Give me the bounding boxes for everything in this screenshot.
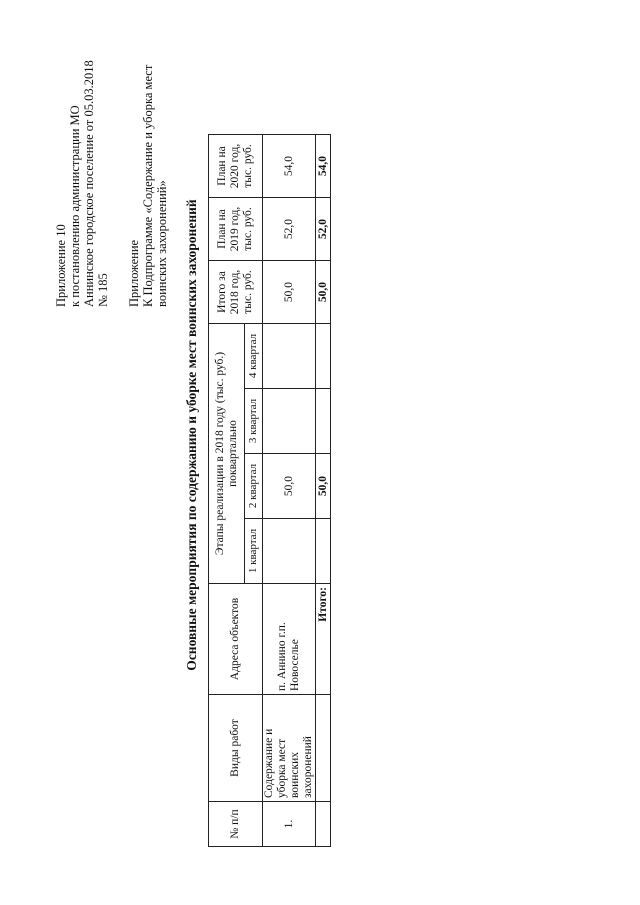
- total-empty-work: [316, 695, 331, 802]
- total-empty-q1: [316, 519, 331, 584]
- table-row: [263, 135, 316, 847]
- cell-q4: [263, 324, 316, 389]
- total-plan-2019: 52,0: [316, 198, 331, 261]
- total-empty-q3: [316, 389, 331, 454]
- appendix-line: Аннинское городское поселение от 05.03.2018: [82, 60, 96, 307]
- total-plan-2020: 54,0: [316, 135, 331, 198]
- cell-plan-2020: 54,0: [263, 135, 316, 198]
- cell-num: 1.: [263, 802, 316, 847]
- header-q4: 4 квартал: [245, 324, 263, 389]
- cell-total-2018: 50,0: [263, 261, 316, 324]
- cell-work: Содержание и уборка мест воинских захоронений: [263, 695, 316, 802]
- header-plan-2020: План на 2020 год, тыс. руб.: [209, 135, 263, 198]
- cell-q2: 50,0: [263, 454, 316, 519]
- appendix-line: Приложение 10: [54, 224, 68, 307]
- cell-q3: [263, 389, 316, 454]
- appendix-line: № 185: [96, 273, 110, 307]
- total-2018: 50,0: [316, 261, 331, 324]
- sub-appendix-line: К Подпрограмме «Содержание и уборка мест: [141, 64, 155, 307]
- cell-address: п. Аннино г.п. Новоселье: [263, 584, 316, 695]
- header-row: [209, 135, 245, 847]
- header-q2: 2 квартал: [245, 454, 263, 519]
- header-plan-2019: План на 2019 год, тыс. руб.: [209, 198, 263, 261]
- cell-plan-2019: 52,0: [263, 198, 316, 261]
- cell-q1: [263, 519, 316, 584]
- sub-appendix-line: Приложение: [127, 239, 141, 307]
- appendix-block: [54, 60, 110, 307]
- total-row: [316, 135, 331, 847]
- header-stages: Этапы реализации в 2018 году (тыс. руб.) поквартально: [209, 324, 245, 584]
- header-num: № п/п: [209, 802, 263, 847]
- total-empty-num: [316, 802, 331, 847]
- total-label: Итого:: [316, 584, 331, 695]
- header-q1: 1 квартал: [245, 519, 263, 584]
- total-q2: 50,0: [316, 454, 331, 519]
- total-empty-q4: [316, 324, 331, 389]
- measures-table: [208, 134, 331, 847]
- header-total-2018: Итого за 2018 год, тыс. руб.: [209, 261, 263, 324]
- header-address: Адреса объектов: [209, 584, 263, 695]
- header-q3: 3 квартал: [245, 389, 263, 454]
- appendix-line: к постановлению администрации МО: [68, 105, 82, 307]
- sub-appendix-block: [127, 65, 169, 307]
- document-title: Основные мероприятия по содержанию и уборке мест воинских захоронений: [184, 199, 199, 671]
- sub-appendix-line: воинских захоронений»: [155, 180, 169, 307]
- header-work: Виды работ: [209, 695, 263, 802]
